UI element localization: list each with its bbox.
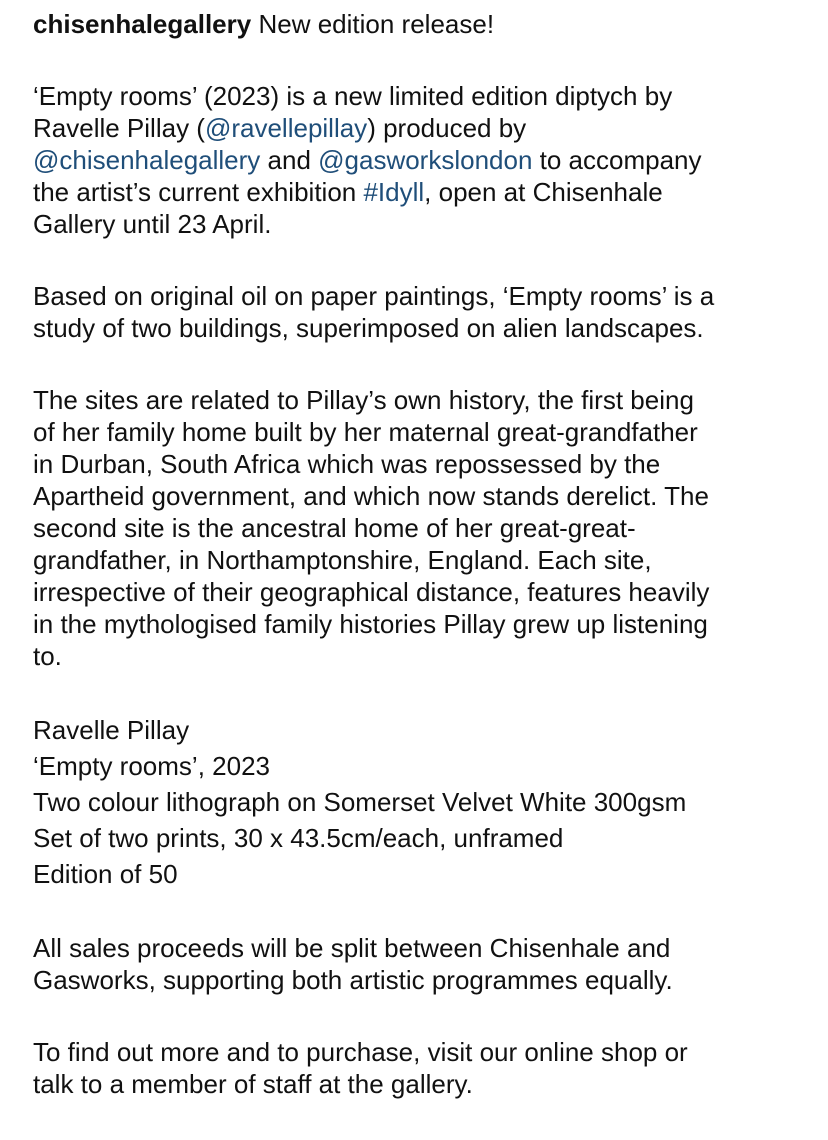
p4-line: All sales proceeds will be split between Chisenhale and (33, 933, 671, 963)
p3-line: irrespective of their geographical distance, features heavily (33, 577, 710, 607)
p1-line-5 (33, 208, 813, 240)
p1-text-d2: the artist’s current exhibition (33, 177, 364, 207)
mention-gasworkslondon[interactable]: @gasworkslondon (318, 145, 533, 175)
p1-text-e1: , open at Chisenhale (424, 177, 663, 207)
p5-line: talk to a member of staff at the gallery. (33, 1069, 473, 1099)
p3-line: The sites are related to Pillay’s own history, the first being (33, 385, 694, 415)
mention-chisenhalegallery[interactable]: @chisenhalegallery (33, 145, 261, 175)
hashtag-idyll[interactable]: #Idyll (363, 177, 425, 207)
p2-line-1: Based on original oil on paper paintings, ‘Empty rooms’ is a (33, 281, 715, 311)
caption-headline (33, 8, 813, 40)
p3-line: in the mythologised family histories Pillay grew up listening (33, 609, 708, 639)
p1-line-3 (33, 144, 813, 176)
p1-line-1 (33, 80, 813, 112)
detail-dimensions: Set of two prints, 30 x 43.5cm/each, unframed (33, 823, 564, 853)
p1-text-d1: to accompany (532, 145, 702, 175)
caption-paragraph-1 (33, 80, 813, 240)
p1-line-4 (33, 176, 813, 208)
p3-line: second site is the ancestral home of her great-great- (33, 513, 636, 543)
p1-text-b: ) produced by (367, 113, 527, 143)
caption-paragraph-3 (33, 384, 813, 672)
edition-details (33, 712, 813, 892)
detail-artist: Ravelle Pillay (33, 715, 190, 745)
p3-line: of her family home built by her maternal great-grandfather (33, 417, 698, 447)
mention-ravellepillay[interactable]: @ravellepillay (204, 113, 368, 143)
caption-paragraph-5 (33, 1036, 813, 1100)
caption-paragraph-4 (33, 932, 813, 996)
headline-text: New edition release! (258, 9, 495, 39)
p1-text-a1: ‘Empty rooms’ (2023) is a new limited edition diptych by (33, 81, 673, 111)
detail-title: ‘Empty rooms’, 2023 (33, 751, 270, 781)
detail-medium: Two colour lithograph on Somerset Velvet White 300gsm (33, 787, 687, 817)
p5-line: To find out more and to purchase, visit our online shop or (33, 1037, 688, 1067)
p1-text-c: and (260, 145, 319, 175)
p1-text-e2: Gallery until 23 April. (33, 209, 272, 239)
p2-line-2: study of two buildings, superimposed on alien landscapes. (33, 313, 704, 343)
p4-line: Gasworks, supporting both artistic programmes equally. (33, 965, 673, 995)
detail-edition: Edition of 50 (33, 859, 178, 889)
post-caption (33, 8, 813, 1140)
p3-line: Apartheid government, and which now stands derelict. The (33, 481, 709, 511)
username-link[interactable]: chisenhalegallery (33, 9, 252, 39)
caption-paragraph-2 (33, 280, 813, 344)
p1-text-a2: Ravelle Pillay ( (33, 113, 205, 143)
p1-line-2 (33, 112, 813, 144)
p3-line: in Durban, South Africa which was repossessed by the (33, 449, 661, 479)
p3-line: to. (33, 641, 62, 671)
p3-line: grandfather, in Northamptonshire, England. Each site, (33, 545, 652, 575)
